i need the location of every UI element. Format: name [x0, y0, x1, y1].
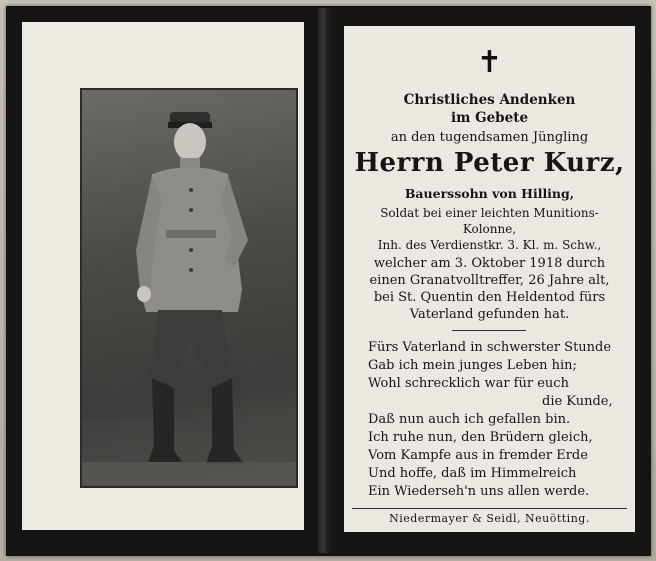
poem-line: Daß nun auch ich gefallen bin. [368, 412, 571, 427]
poem-line: Ein Wiederseh'n uns allen werde. [368, 484, 590, 499]
bio-line: einen Granatvolltreffer, 26 Jahre alt, [369, 273, 610, 288]
footer-rule [352, 508, 627, 509]
header-line-2: im Gebete [450, 110, 529, 126]
section-divider [452, 330, 526, 331]
soldier-figure-illustration [82, 90, 296, 486]
poem-line: Wohl schrecklich war für euch [368, 376, 569, 391]
soldier-portrait [80, 88, 298, 488]
poem-line: Ich ruhe nun, den Brüdern gleich, [368, 430, 593, 445]
bio-line: Kolonne, [462, 222, 517, 236]
intro-line: an den tugendsamen Jüngling [390, 130, 589, 145]
latin-cross-icon: ✝ [476, 45, 503, 80]
bio-line: welcher am 3. Oktober 1918 durch [373, 256, 606, 271]
bio-line: Inh. des Verdienstkr. 3. Kl. m. Schw., [377, 238, 602, 252]
portrait-panel [22, 22, 304, 530]
header-line-1: Christliches Andenken [403, 92, 576, 108]
text-panel [344, 26, 635, 532]
deceased-name: Herrn Peter Kurz, [354, 148, 625, 178]
poem-line: Fürs Vaterland in schwerster Stunde [368, 340, 612, 355]
bio-line: Soldat bei einer leichten Munitions- [380, 206, 599, 220]
poem-line: Vom Kampfe aus in fremder Erde [368, 448, 588, 463]
printer-credit: Niedermayer & Seidl, Neuötting. [389, 512, 590, 525]
origin-line: Bauerssohn von Hilling, [404, 186, 575, 201]
bio-line: bei St. Quentin den Heldentod fürs [373, 290, 606, 305]
bio-line: Vaterland gefunden hat. [409, 307, 570, 322]
poem-line: die Kunde, [542, 394, 613, 409]
card-fold [318, 8, 332, 553]
poem-line: Und hoffe, daß im Himmelreich [368, 466, 577, 481]
poem-line: Gab ich mein junges Leben hin; [368, 358, 577, 373]
